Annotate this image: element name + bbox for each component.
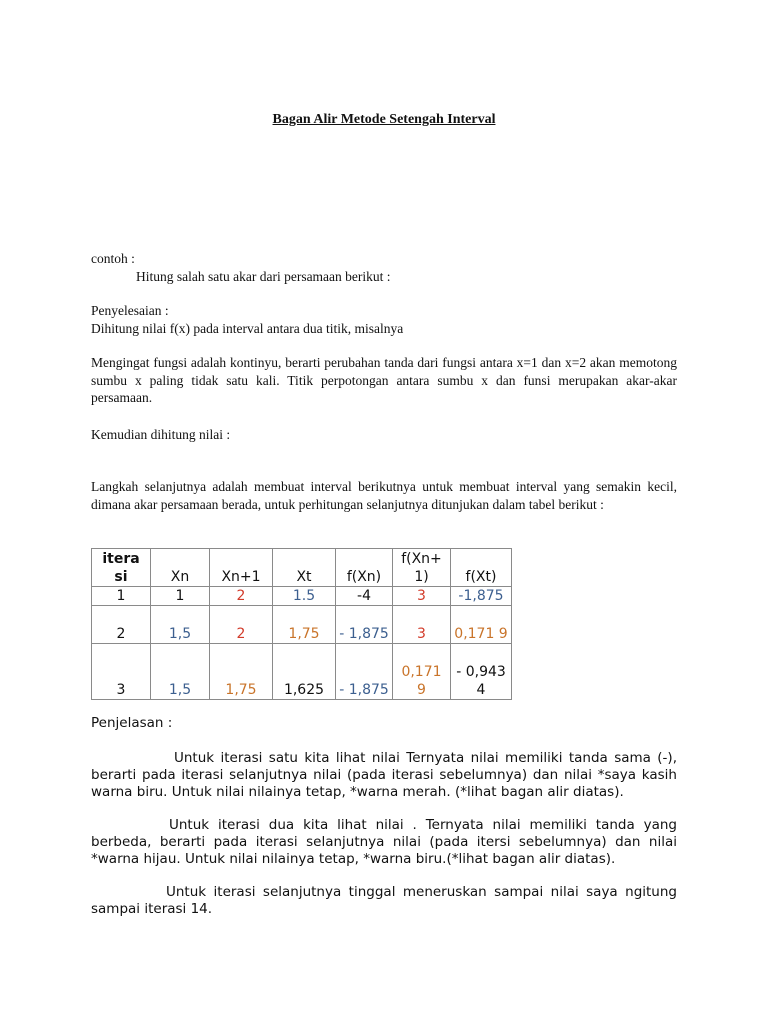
table-row xyxy=(92,606,512,644)
cell: 1,75 xyxy=(273,606,336,644)
iteration-table xyxy=(91,548,512,700)
cell: 2 xyxy=(210,587,273,606)
cell: 0,171 9 xyxy=(451,606,512,644)
cell: - 1,875 xyxy=(336,606,393,644)
header-fxn: f(Xn) xyxy=(336,549,393,587)
cell: 1 xyxy=(151,587,210,606)
header-xn1: Xn+1 xyxy=(210,549,273,587)
cell: 3 xyxy=(393,606,451,644)
paragraph-iterasi2: Untuk iterasi dua kita lihat nilai . Ternyata nilai memiliki tanda yang berbeda, berarti pada iterasi selanjutnya nilai (pada itersi sebelumnya) dan nilai *warna hijau. Untuk nilai nilainya tetap, *warna biru.(*lihat bagan alir diatas). xyxy=(91,817,677,867)
cell: 1 xyxy=(92,587,151,606)
cell: 1.5 xyxy=(273,587,336,606)
header-xn: Xn xyxy=(151,549,210,587)
paragraph-mengingat: Mengingat fungsi adalah kontinyu, berarti perubahan tanda dari fungsi antara x=1 dan x=2 akan memotong sumbu x paling tidak satu kali. Titik perpotongan antara sumbu x dan funsi merupakan akar-akar persamaan. xyxy=(91,355,677,405)
paragraph-langkah: Langkah selanjutnya adalah membuat interval berikutnya untuk membuat interval yang semakin kecil, dimana akar persamaan berada, untuk perhitungan selanjutnya ditunjukan dalam tabel berikut : xyxy=(91,479,677,512)
cell: 3 xyxy=(92,644,151,700)
penjelasan-label: Penjelasan : xyxy=(91,715,173,731)
cell: 2 xyxy=(210,606,273,644)
cell: -1,875 xyxy=(451,587,512,606)
cell: 1,625 xyxy=(273,644,336,700)
table-header-row xyxy=(92,549,512,587)
cell: - 0,943 4 xyxy=(451,644,512,700)
header-xt: Xt xyxy=(273,549,336,587)
header-fxt: f(Xt) xyxy=(451,549,512,587)
page-title: Bagan Alir Metode Setengah Interval xyxy=(272,112,496,127)
cell: 0,171 9 xyxy=(393,644,451,700)
cell: -4 xyxy=(336,587,393,606)
header-fxn1: f(Xn+ 1) xyxy=(393,549,451,587)
contoh-label: contoh : xyxy=(91,251,135,266)
table-row xyxy=(92,644,512,700)
kemudian-text: Kemudian dihitung nilai : xyxy=(91,427,231,442)
paragraph-iterasi-lanjut: Untuk iterasi selanjutnya tinggal meneruskan sampai nilai saya ngitung sampai iterasi 14. xyxy=(91,884,677,917)
paragraph-iterasi1: Untuk iterasi satu kita lihat nilai Ternyata nilai memiliki tanda sama (-), berarti pada iterasi selanjutnya nilai (pada iterasi sebelumnya) dan nilai *saya kasih warna biru. Untuk nilai nilainya tetap, *warna merah. (*lihat bagan alir diatas). xyxy=(91,750,677,800)
cell: 1,75 xyxy=(210,644,273,700)
cell: 1,5 xyxy=(151,606,210,644)
penyelesaian-text: Dihitung nilai f(x) pada interval antara dua titik, misalnya xyxy=(91,321,404,336)
cell: 2 xyxy=(92,606,151,644)
contoh-text: Hitung salah satu akar dari persamaan berikut : xyxy=(136,269,391,284)
cell: 1,5 xyxy=(151,644,210,700)
cell: 3 xyxy=(393,587,451,606)
cell: - 1,875 xyxy=(336,644,393,700)
penyelesaian-label: Penyelesaian : xyxy=(91,303,169,318)
header-iterasi: itera si xyxy=(92,549,151,587)
table-row xyxy=(92,587,512,606)
